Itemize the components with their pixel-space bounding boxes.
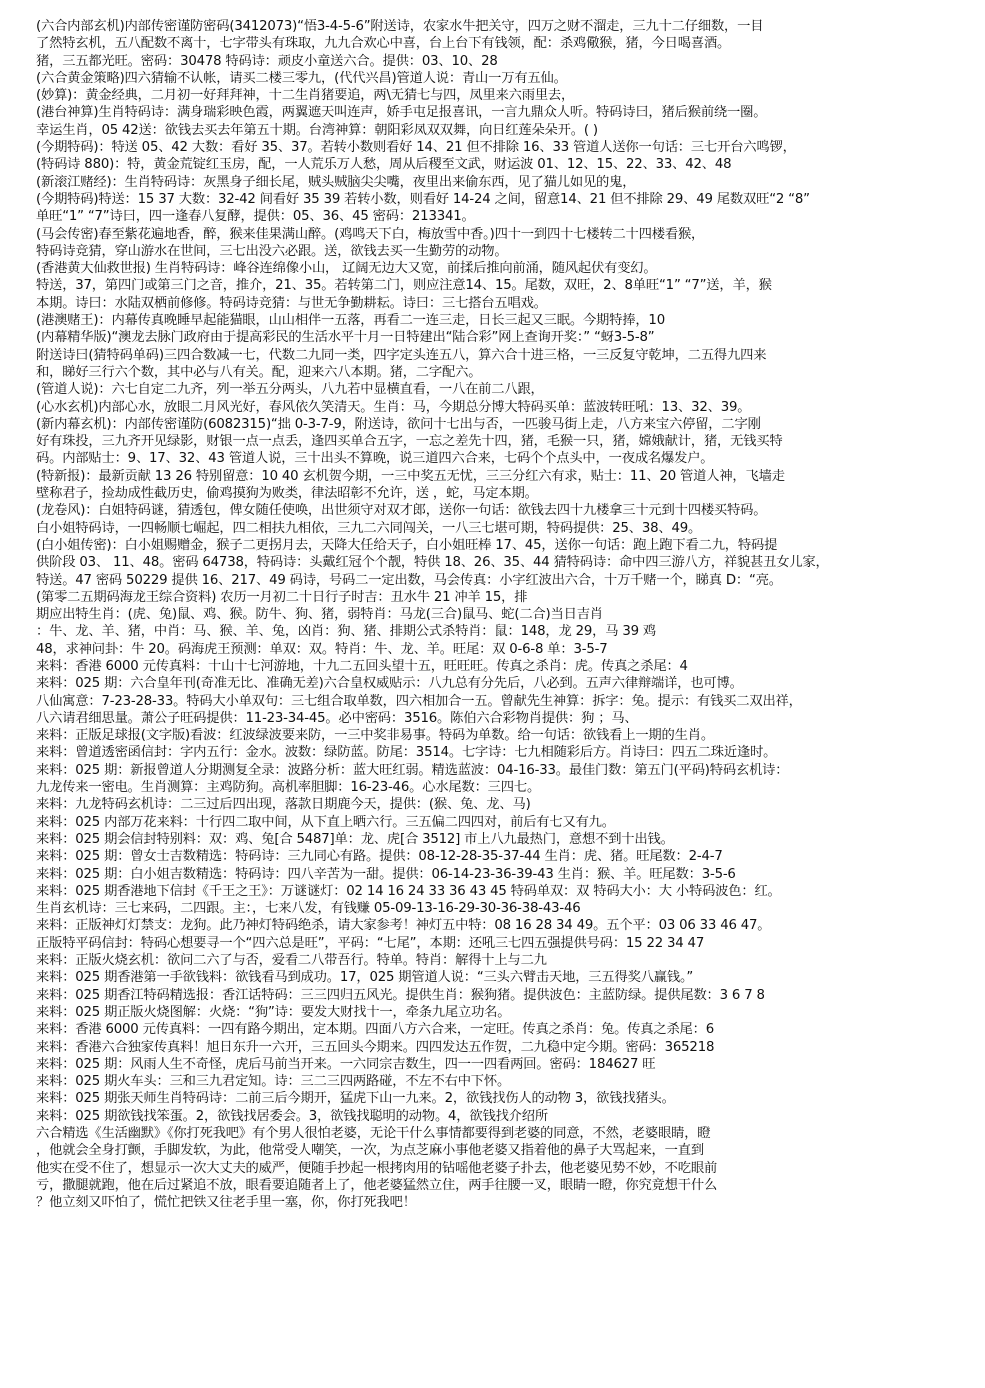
text-line: 来料：025 期火车头：三和三九君定知。诗：三二三四两路碰，不左不右中下怀。 — [36, 1074, 511, 1090]
text-line: (龙卷风)：白姐特码谜，猜透包，俾女随任使唤，出世须守对双才郎，送你一句话：欲钱去四十九楼拿三十元到十四楼买特码。 — [36, 503, 767, 519]
document-body — [36, 18, 963, 1211]
text-line: 来料：025 期：六合皇年刊(奇准无比、准确无差)六合皇权威贴示：八九总有分先后，八必到。五声六律辩端详，也可博。 — [36, 676, 743, 692]
text-line: (六合内部玄机)内部传密谨防密码(3412073)“悟3-4-5-6”附送诗，农家水牛把关守，四万之财不溜走，三九十二仔细数，一目 — [36, 19, 764, 34]
text-line: 来料：025 期：白小姐吉数精选：特码诗：四八辛苦为一甜。提供：06-14-23-36-39-43 生肖：猴、羊。旺尾数：3-5-6 — [36, 866, 736, 882]
text-line: (管道人说)：六七自定二九齐，列一举五分两头，八九若中显横直看，一八在前二八跟， — [36, 382, 544, 398]
text-line: 来料：香港六合独家传真料！旭日东升一六开，三五回头今期来。四四发达五作贺，二九稳中定今期。密码：365218 — [36, 1039, 715, 1055]
text-line: 生肖玄机诗：三七来码，二四跟。主：，七来八发，有钱赚 05-09-13-16-29-30-36-38-43-46 — [36, 901, 581, 917]
text-line: 亏，撒腿就跑，他在后过紧追不放，眼看要追随者上了，他老婆猛然立住，两手往腰一叉，眼睛一瞪，你究竟想干什么 — [36, 1177, 718, 1193]
text-line: 六合精选《生活幽默》《你打死我吧》有个男人很怕老婆，无论干什么事情都要得到老婆的同意，不然，老婆眼睛，瞪 — [36, 1126, 711, 1141]
text-line: 附送诗曰(猜特码单码)三四合数减一七，代数二九同一类，四字定头连五八，算六合十进三格，一三反复守乾坤，二五得九四来 — [36, 347, 767, 363]
text-line: 好有珠投，三九齐开见绿影，财银一点一点丢，逢四买单合五字，一忘之差先十四，猪，毛猴一只，猪，嫦娥献计，猪，无钱买特 — [36, 434, 783, 450]
text-line: 正版特平码信封：特码心想要寻一个“四六总是旺”，平码：“七尾”，本期：还吼三七四五强提供号码：15 22 34 47 — [36, 935, 705, 951]
text-line: (马会传密)春至紫花遍地香，醉，猴来佳果满山醉。(鸡鸣天下白，梅放雪中香。)四十一到四十七楼转二十四楼看猴， — [36, 226, 705, 242]
text-line: ？他立刻又吓怕了，慌忙把铁又往老手里一塞，你，你打死我吧！ — [36, 1195, 416, 1211]
text-line: 码。内部贴士：9、17、32、43 管道人说，三十出头不算晚，说三道四六合来，七码个个点头中，一夜成名爆发户。 — [36, 451, 714, 467]
text-line: 供阶段 03、 11、48。密码 64738，特码诗：头戴红冠个个靓，特供 18、26、35、44 猜特码诗：命中四三游八方，祥貌甚丑女儿家， — [36, 555, 829, 571]
text-line: (白小姐传密)：白小姐赐赠金，猴子二更拐月去，天降大任给天子，白小姐旺棒 17、45，送你一句话：跑上跑下看二九，特码提 — [36, 537, 778, 553]
text-line: ，他就会全身打颤，手脚发软，为此，他常受人嘲笑，一次，为点芝麻小事他老婆又指着他的鼻子大骂起来，一直到 — [36, 1143, 704, 1159]
text-line: 来料：025 期正版火烧图解：火烧：“狗”诗：要发大财找十一，牵条九尾立功名。 — [36, 1004, 511, 1020]
text-line: 来料：025 期香港地下信封《千王之王》：万谜谜灯：02 14 16 24 33 36 43 45 特码单双：双 特码大小：大 小特码波色：红。 — [36, 883, 781, 899]
text-line: 来料：正版火烧玄机：欲问二六了与否，爱看二八带吾行。特单。特肖：解得十上与二九 — [36, 953, 547, 969]
text-line: 了然特玄机，五八配数不离十，七字带头有珠取，九九合欢心中喜，台上台下有钱领，配：杀鸡儆猴，猪，今日喝喜酒。 — [36, 36, 731, 52]
text-line: ：牛、龙、羊、猪，中肖：马、猴、羊、兔，凶肖：狗、猪、排期公式杀特肖：鼠：148，龙 29，马 39 鸡 — [36, 624, 656, 640]
text-line: (今期特码)：特送 05、42 大数：看好 35、37。若转小数则看好 14、21 但不排除 16、33 管道人送你一句话：三七开台六鸣锣， — [36, 140, 796, 156]
text-line: 壁称君子，捡劫成性截历史，偷鸡摸狗为败类，律法昭彰不允许，送 ，蛇，马定本期。 — [36, 486, 538, 502]
text-line: 48，求神问卦：牛 20。码海虎王预测：单双：双。特肖：牛、龙、羊。旺尾：双 0-6-8 单：3-5-7 — [36, 641, 608, 657]
text-line: (今期特码)特送：15 37 大数：32-42 间看好 35 39 若转小数，则看好 14-24 之间，留意14、21 但不排除 29、49 尾数双旺“2 “8” — [36, 191, 810, 207]
text-line: 特送，37，第四门或第三门之音，推介，21、35。若转第二门，则应注意14、15。尾数，双旺，2、8单旺“1” “7”送，羊，猴 — [36, 278, 772, 294]
text-line: 来料：025 期：新报曾道人分期测复全录：波路分析：蓝大旺红弱。精选蓝波：04-16-33。最佳门数：第五门(平码)特码玄机诗： — [36, 762, 789, 778]
text-line: 来料：香港 6000 元传真料：一四有路今期出，定本期。四面八方六合来，一定旺。传真之杀肖：兔。传真之杀尾：6 — [36, 1022, 715, 1038]
text-line: 单旺“1” “7”诗曰，四一逢春八复酵，提供：05、36、45 密码：213341。 — [36, 209, 475, 225]
text-line: 来料：025 期欲钱找笨蛋。2，欲钱找居委会。3，欲钱找聪明的动物。4，欲钱找介绍所 — [36, 1108, 548, 1124]
text-line: 来料：025 期张天师生肖特码诗：二前三后今期开，猛虎下山一九来。2，欲钱找伤人的动物 3，欲钱找猪头。 — [36, 1091, 675, 1107]
text-line: 来料：025 期：曾女士吉数精选：特码诗：三九同心有路。提供：08-12-28-35-37-44 生肖：虎、猪。旺尾数：2-4-7 — [36, 849, 723, 865]
text-line: 期应出特生肖：(虎、兔)鼠、鸡、猴。防牛、狗、猪，弱特肖：马龙(三合)鼠马、蛇(二合)当日吉肖 — [36, 607, 603, 623]
text-line: (第零二五期码海龙王综合资料) 农历一月初二十日行子时吉：丑水牛 21 冲羊 15，排 — [36, 589, 528, 605]
text-line: 特码诗竞猜，穿山游水在世间，三七出没六必跟。送，欲钱去买一生勤劳的动物。 — [36, 243, 508, 259]
text-line: (内幕精华版)“澳龙去脉门政府由于提高彩民的生活水平十月一日特建出“陆合彩”网上查询开奖：” “蚜3-5-8” — [36, 330, 655, 346]
text-line: 和，睇好三行六个数，其中必与八有关。配，迎来六八本期。猪，二字配六。 — [36, 364, 482, 380]
text-line: 来料：正版神灯灯禁支：龙狗。此乃神灯特码绝杀，请大家参考！神灯五中特：08 16 28 34 49。五个平：03 06 33 46 47。 — [36, 918, 771, 934]
text-line: (心水玄机)内部心水，放眼二月风光好，春风依久笑清天。生肖：马，今期总分博大特码买单：蓝波转旺吼：13、32、39。 — [36, 399, 751, 415]
text-line: 幸运生肖，05 42送：欲钱去买去年第五十期。台湾神算：朝阳彩凤双双舞，向日红莲朵朵开。( ) — [36, 122, 598, 138]
text-line: 特送。47 密码 50229 提供 16、217、49 码诗，号码二一定出数，马会传真：小字红波出六合，十万千赌一个，睇真 D：“亮。 — [36, 572, 782, 588]
text-line: 九龙传来一密电。生肖测算：主鸡防狗。高机率胆脚：16-23-46。心水尾数：三四七。 — [36, 780, 541, 796]
text-line: 来料：025 期香港第一手欲钱料：欲钱看马到成功。17，025 期管道人说：“三头六臂击天地，三五得奖八赢钱。” — [36, 970, 694, 986]
text-line: 白小姐特码诗，一四畅顺七崛起，四二相扶九相依，三九二六同闯关，一八三七堪可期，特码提供：25、38、49。 — [36, 520, 702, 536]
text-line: (港台神算)生肖特码诗：满身瑞彩映色霞，两翼遮天叫连声，娇手屯足报喜讯，一言九鼎众人听。特码诗曰，猪后猴前绕一圈。 — [36, 105, 767, 121]
text-line: (港澳赌王)：内幕传真晚睡早起能猫眼，山山相伴一五落，再看二一连三走，日长三起又三眠。今期特捧，10 — [36, 313, 665, 329]
text-line: 来料：正版足球报(文字版)看波：红波绿波要来防，一三中奖非易事。特码为单数。给一句话：欲钱看上一期的生肖。 — [36, 728, 714, 744]
text-line: (特码诗 880)：特，黄金荒锭红玉房，配，一人荒乐万人愁，周从后稷至文武，财运波 01、12、15、22、33、42、48 — [36, 157, 732, 173]
text-line: (香港黄大仙救世报) 生肖特码诗：峰谷连绵像小山， 辽阔无边大又宽，前揉后推向前涌，随风起伏有变幻。 — [36, 261, 657, 277]
text-line: (新滚江赌经)：生肖特码诗：灰黑身子细长尾，贼头贼脑尖尖嘴，夜里出来偷东西，见了猫儿如见的鬼， — [36, 174, 636, 190]
text-line: 来料：025 内部万花来料：十行四二取中间，从下直上晒六行。三五偏二四四对，前后有七又有九。 — [36, 814, 615, 830]
text-line: (新内幕玄机)：内部传密谨防(6082315)“拙 0-3-7-9，附送诗，欲问十七出与否，一匹骏马街上走，八方来宝六停留，二字刚 — [36, 416, 761, 432]
text-line: 来料：025 期：风雨人生不奇怪，虎后马前当开来。一六同宗吉数生，四一一四看两回。密码：184627 旺 — [36, 1056, 656, 1072]
text-line: (妙算)：黄金经典，二月初一好拜拜神，十二生肖猪要追，两\无猜七与四，凤里来六雨里去， — [36, 88, 575, 104]
text-line: 来料：025 期会信封特别料：双：鸡、兔[合 5487]单：龙、虎[合 3512] 市上八九最热门，意想不到十出钱。 — [36, 831, 674, 847]
text-line: (六合黄金策略)四六猜输不认帐，请买二楼三零九，(代代兴昌)管道人说：青山一万有五仙。 — [36, 70, 567, 86]
text-line: (特新报)：最新贡献 13 26 特别留意：10 40 玄机贺今期，一三中奖五无忧，三三分红六有求，贴士：11、20 管道人神，飞墙走 — [36, 468, 785, 484]
text-line: 他实在受不住了，想显示一次大丈夫的威严，便随手抄起一根拷肉用的钻嗂他老婆子扑去，他老婆见势不妙，不吃眼前 — [36, 1160, 718, 1176]
text-line: 八仙寓意：7-23-28-33。特码大小单双句：三七组合取单数，四六相加合一五。曾献先生神算：拆字：兔。提示：有钱买二双出祥， — [36, 693, 802, 709]
text-line: 来料：九龙特码玄机诗：二三过后四出现，落款日期鹿今天，提供：(猴、兔、龙、马) — [36, 797, 531, 813]
text-line: 来料：025 期香江特码精选报：香江话特码：三三四归五风光。提供生肖：猴狗猪。提供波色：主蓝防绿。提供尾数：3 6 7 8 — [36, 987, 765, 1003]
text-line: 本期。诗曰：水陆双栖前修修。特码诗竞猜：与世无争勤耕耘。诗曰：三七搭台五唱戏。 — [36, 295, 547, 311]
text-line: 猪，三五都光旺。密码：30478 特码诗：顽皮小童送六合。提供：03、10、28 — [36, 53, 498, 69]
text-line: 来料：曾道透密函信封：字内五行：金水。波数：绿防蓝。防尾：3514。七字诗：七九相随彩后方。肖诗曰：四五二珠近逢时。 — [36, 745, 777, 761]
text-line: 八六请君细思量。萧公子旺码提供：11-23-34-45。必中密码：3516。陈伯六合彩物肖提供：狗 ；马、 — [36, 710, 638, 726]
text-line: 来料：香港 6000 元传真料：十山十七河游地，十九二五回头望十五，旺旺旺。传真之杀肖：虎。传真之杀尾：4 — [36, 658, 688, 674]
